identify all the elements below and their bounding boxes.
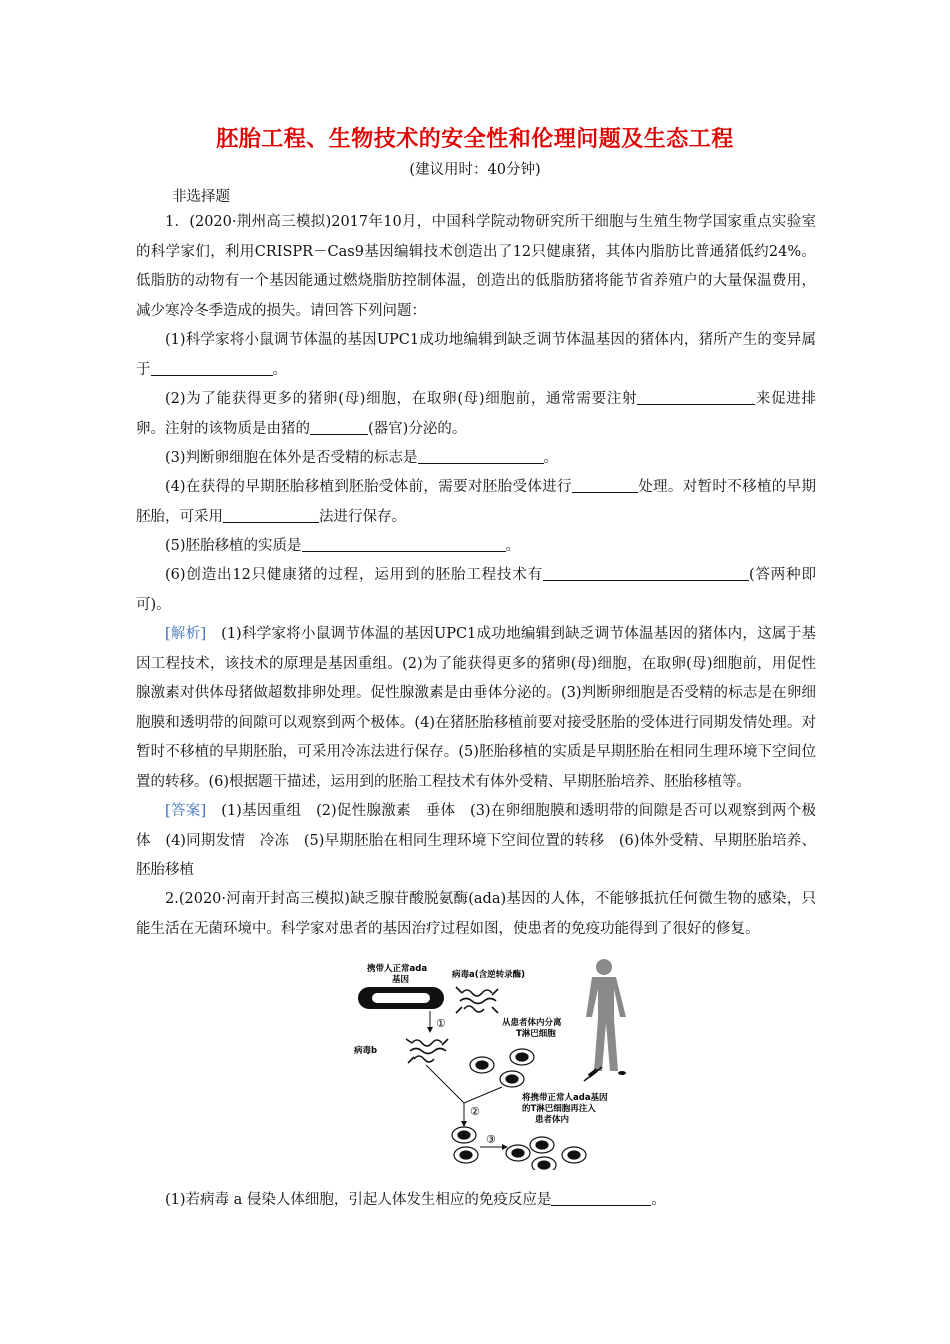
label-isolate-line2: T淋巴细胞 xyxy=(516,1029,556,1039)
step1-label: ① xyxy=(436,1017,446,1030)
section-heading: 非选择题 xyxy=(172,189,230,205)
q1-part1: (1)科学家将小鼠调节体温的基因UPC1成功地编辑到缺乏调节体温基因的猪体内，猪所产生的变异属于 。 xyxy=(136,332,816,378)
q1-part5: (5)胚胎移植的实质是 。 xyxy=(165,538,521,554)
label-inject-line2: 的T淋巴细胞再注入 xyxy=(522,1104,596,1114)
answer-blank[interactable] xyxy=(543,566,749,582)
analysis-tag: [解析] xyxy=(165,626,207,642)
answer-blank[interactable] xyxy=(223,507,319,523)
answer-tag: [答案] xyxy=(165,803,207,819)
human-figure-icon xyxy=(586,959,626,1071)
answer-blank[interactable] xyxy=(572,478,638,494)
label-gene-line2: 基因 xyxy=(392,975,410,985)
q1-answer: [答案] (1)基因重组 (2)促性腺激素 垂体 (3)在卵细胞膜和透明带的间隙是否可以观察到两个极体 (4)同期发情 冷冻 (5)早期胚胎在相同生理环境下空间位置的转移 (6)体外受精、早期胚胎培养、胚胎移植 xyxy=(136,803,816,878)
page-subtitle: (建议用时：40分钟) xyxy=(409,162,541,178)
q1-stem: 1．(2020·荆州高三模拟)2017年10月，中国科学院动物研究所干细胞与生殖生物学国家重点实验室的科学家们，利用CRISPR－Cas9基因编辑技术创造出了12只健康猪，其体内脂肪比普通猪低约24%。低脂肪的动物有一个基因能通过燃烧脂肪控制体温，创造出的低脂肪猪将能节省养殖户的大量保温费用，减少寒冷冬季造成的损失。请回答下列问题： xyxy=(136,214,816,319)
label-inject-line1: 将携带正常人ada基因 xyxy=(522,1093,608,1103)
page-title: 胚胎工程、生物技术的安全性和伦理问题及生态工程 xyxy=(216,127,734,152)
answer-blank[interactable] xyxy=(310,419,368,435)
plasmid-shape xyxy=(358,987,444,1009)
virus-a-shape xyxy=(456,987,498,1013)
q1-part2: (2)为了能获得更多的猪卵(母)细胞，在取卵(母)细胞前，通常需要注射 来促进排卵。注射的该物质是由猪的 (器官)分泌的。 xyxy=(136,391,816,437)
gene-therapy-diagram xyxy=(352,955,652,1170)
answer-blank[interactable] xyxy=(418,449,544,465)
label-virus-b: 病毒b xyxy=(354,1046,378,1056)
syringe-icon xyxy=(584,1067,626,1081)
answer-blank[interactable] xyxy=(637,390,755,406)
label-virus-a: 病毒a(含逆转录酶) xyxy=(452,970,526,980)
answer-blank[interactable] xyxy=(551,1191,651,1207)
label-isolate-line1: 从患者体内分离 xyxy=(502,1018,562,1028)
q1-part6: (6)创造出12只健康猪的过程，运用到的胚胎工程技术有 (答两种即可)。 xyxy=(136,567,816,613)
label-gene-line1: 携带人正常ada xyxy=(367,964,428,974)
q2-part1: (1)若病毒 a 侵染人体细胞，引起人体发生相应的免疫反应是 。 xyxy=(165,1192,666,1208)
q1-analysis: [解析] (1)科学家将小鼠调节体温的基因UPC1成功地编辑到缺乏调节体温基因的猪体内，这属于基因工程技术，该技术的原理是基因重组。(2)为了能获得更多的猪卵(母)细胞，在取卵(母)细胞前，用促性腺激素对供体母猪做超数排卵处理。促性腺激素是由垂体分泌的。(3)判断卵细胞是否受精的标志是在卵细胞膜和透明带的间隙可以观察到两个极体。(4)在猪胚胎移植前要对接受胚胎的受体进行同期发情处理。对暂时不移植的早期胚胎，可采用冷冻法进行保存。(5)胚胎移植的实质是早期胚胎在相同生理环境下空间位置的转移。(6)根据题干描述，运用到的胚胎工程技术有体外受精、早期胚胎培养、胚胎移植等。 xyxy=(136,626,816,790)
label-inject-line3: 患者体内 xyxy=(535,1115,570,1125)
answer-blank[interactable] xyxy=(302,537,506,553)
q1-part4: (4)在获得的早期胚胎移植到胚胎受体前，需要对胚胎受体进行 处理。对暂时不移植的早期胚胎，可采用 法进行保存。 xyxy=(136,479,816,525)
virus-b-shape xyxy=(406,1039,448,1063)
q1-part3: (3)判断卵细胞在体外是否受精的标志是 。 xyxy=(165,450,559,466)
step3-label: ③ xyxy=(486,1133,496,1146)
step2-label: ② xyxy=(470,1105,480,1118)
answer-blank[interactable] xyxy=(151,360,273,376)
q2-stem: 2.(2020·河南开封高三模拟)缺乏腺苷酸脱氨酶(ada)基因的人体，不能够抵抗任何微生物的感染，只能生活在无菌环境中。科学家对患者的基因治疗过程如图，使患者的免疫功能得到了很好的修复。 xyxy=(136,891,816,937)
